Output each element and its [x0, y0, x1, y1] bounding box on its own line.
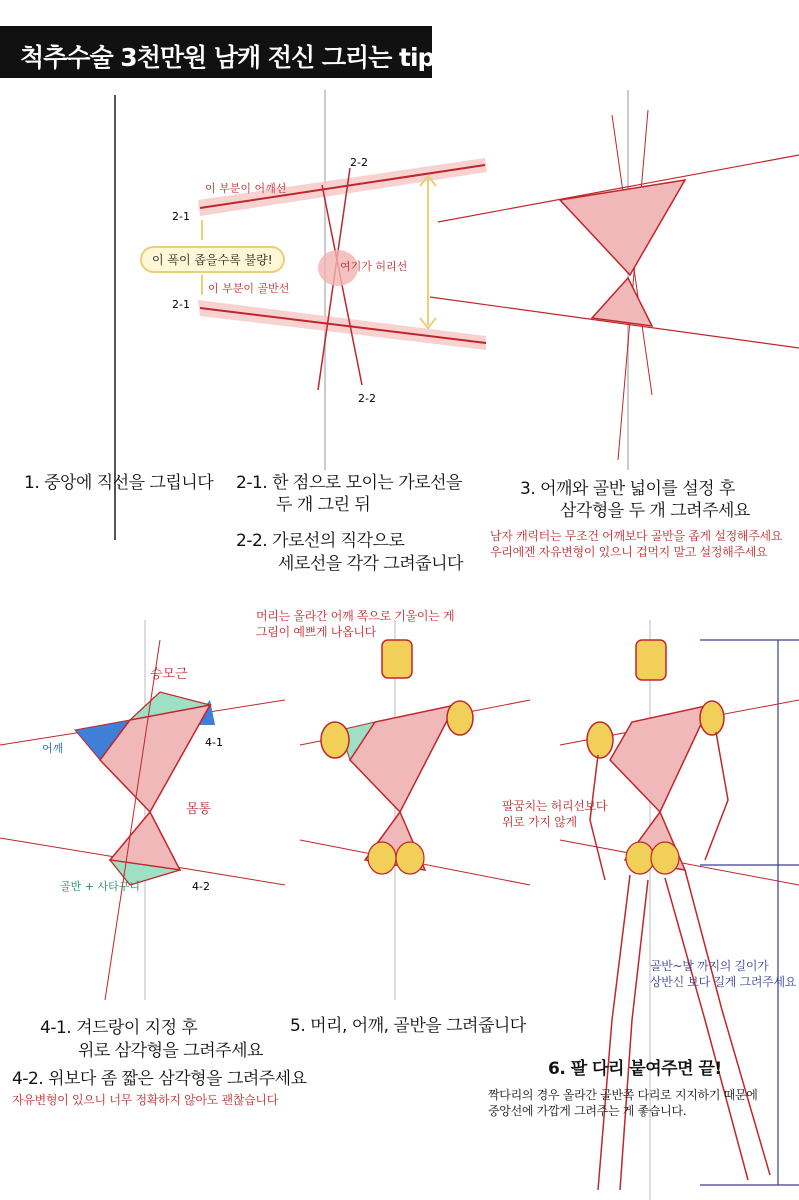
- step3-caption-line2: 삼각형을 두 개 그려주세요: [560, 501, 750, 521]
- page-title: 척추수술 3천만원 남캐 전신 그리는 tip: [20, 43, 435, 72]
- step2-caption-2-line1: 2-2. 가로선의 직각으로: [236, 531, 405, 551]
- step5-note-line1: 머리는 올라간 어깨 쪽으로 기울이는 게: [256, 609, 455, 623]
- step2-waist-label: 여기가 허리선: [340, 260, 408, 273]
- step2-caption-1-line2: 두 개 그린 뒤: [276, 495, 371, 515]
- step3-note-line2: 우리에겐 자유변형이 있으니 겁먹지 말고 설정해주세요: [490, 545, 768, 559]
- step2-mark-2-2-upper: 2-2: [350, 156, 368, 169]
- step6-leg-note-line1: 골반~발 까지의 길이가: [650, 959, 769, 973]
- step5-note-line2: 그림이 예쁘게 나옵니다: [256, 625, 376, 639]
- step2-pill-note: 이 폭이 좁을수록 불량!: [140, 246, 285, 273]
- step4-trapezius-label: 승모근: [150, 667, 188, 682]
- step4-mark-4-2: 4-2: [192, 880, 210, 893]
- step4-caption-1-line1: 4-1. 겨드랑이 지정 후: [40, 1018, 198, 1038]
- step4-figure: [0, 620, 285, 1000]
- step4-caption-2: 4-2. 위보다 좀 짧은 삼각형을 그려주세요: [12, 1069, 307, 1089]
- step6-elbow-note-line2: 위로 가지 않게: [502, 815, 577, 829]
- step2-pelvis-label: 이 부분이 골반선: [208, 282, 290, 295]
- step4-torso-label: 몸통: [186, 802, 212, 817]
- step2-shoulder-label: 이 부분이 어깨선: [205, 182, 287, 195]
- step4-mark-4-1: 4-1: [205, 736, 223, 749]
- step2-mark-2-2-lower: 2-2: [358, 392, 376, 405]
- step6-note-line1: 짝다리의 경우 올라간 골반쪽 다리로 지지하기 때문에: [488, 1088, 758, 1102]
- step6-caption: 6. 팔 다리 붙여주면 끝!: [548, 1059, 722, 1079]
- step3-figure: [430, 90, 799, 470]
- step5-caption: 5. 머리, 어깨, 골반을 그려줍니다: [290, 1016, 526, 1036]
- step4-shoulder-label: 어깨: [42, 742, 64, 755]
- step6-note-line2: 중앙선에 가깝게 그려주는 게 좋습니다.: [488, 1104, 687, 1118]
- step6-elbow-note-line1: 팔꿈치는 허리선보다: [502, 799, 608, 813]
- step4-pelvis-label: 골반 + 사타구니: [60, 880, 140, 893]
- step4-caption-1-line2: 위로 삼각형을 그려주세요: [78, 1041, 263, 1061]
- step3-note-line1: 남자 캐릭터는 무조건 어깨보다 골반을 좁게 설정해주세요: [490, 529, 783, 543]
- step6-leg-note-line2: 상반신 보다 길게 그려주세요: [650, 975, 797, 989]
- step2-mark-2-1-lower: 2-1: [172, 298, 190, 311]
- step1-caption: 1. 중앙에 직선을 그립니다: [24, 473, 214, 493]
- step2-caption-1-line1: 2-1. 한 점으로 모이는 가로선을: [236, 473, 462, 493]
- step2-caption-2-line2: 세로선을 각각 그려줍니다: [278, 554, 463, 574]
- step4-note: 자유변형이 있으니 너무 정확하지 않아도 괜찮습니다: [12, 1093, 278, 1107]
- step5-figure: [300, 620, 530, 1000]
- step2-mark-2-1-upper: 2-1: [172, 210, 190, 223]
- step3-caption-line1: 3. 어깨와 골반 넓이를 설정 후: [520, 479, 735, 499]
